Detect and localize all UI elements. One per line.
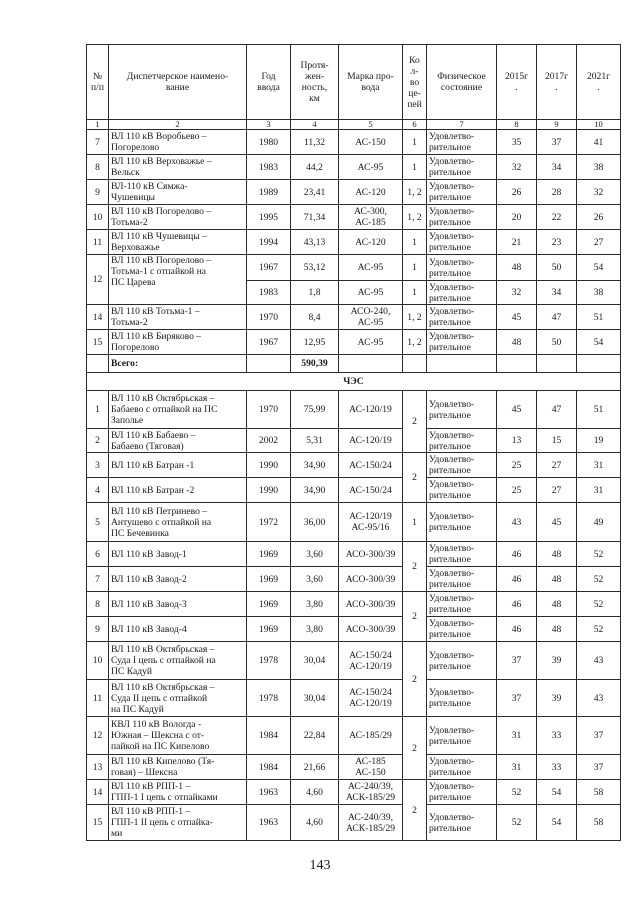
cell-circuits: 1, 2 <box>403 330 427 355</box>
cell-condition: Удовлетво- рительное <box>427 642 497 680</box>
cell-2017: 27 <box>537 478 577 503</box>
table-row <box>87 230 621 255</box>
cell-condition: Удовлетво- рительное <box>427 592 497 617</box>
cell-num: 6 <box>87 542 109 567</box>
cell-2021: 51 <box>577 305 621 330</box>
cell-name: ВЛ 110 кВ Бабаево – Бабаево (Тяговая) <box>109 429 247 453</box>
table-row <box>87 453 621 478</box>
cell-condition: Удовлетво- рительное <box>427 155 497 180</box>
colnum: 8 <box>497 120 537 130</box>
cell-length: 8,4 <box>291 305 339 330</box>
cell-wire: АС-120/19 <box>339 391 403 429</box>
table-row <box>87 180 621 205</box>
cell-year: 1967 <box>247 330 291 355</box>
cell-wire: АС-95 <box>339 281 403 305</box>
cell-condition: Удовлетво- рительное <box>427 281 497 305</box>
cell-2021: 37 <box>577 755 621 780</box>
cell-name: ВЛ 110 кВ Погорелово – Тотьма-1 с отпайкой на ПС Царева <box>109 255 247 305</box>
cell-2015: 52 <box>497 780 537 805</box>
cell-num: 12 <box>87 255 109 305</box>
cell-condition: Удовлетво- рительное <box>427 305 497 330</box>
cell-name: ВЛ 110 кВ Завод-3 <box>109 592 247 617</box>
cell-year: 1970 <box>247 391 291 429</box>
cell-circuits: 2 <box>403 717 427 780</box>
cell-circuits: 1 <box>403 130 427 155</box>
section-title: ЧЭС <box>87 373 621 391</box>
cell-length: 43,13 <box>291 230 339 255</box>
cell-length: 5,31 <box>291 429 339 453</box>
cell-circuits: 2 <box>403 453 427 503</box>
cell-length: 36,00 <box>291 503 339 542</box>
cell-circuits: 2 <box>403 391 427 453</box>
cell-name: ВЛ 110 кВ Воробьево – Погорелово <box>109 130 247 155</box>
cell-name: ВЛ 110 кВ Верховажье – Вельск <box>109 155 247 180</box>
cell-name: КВЛ 110 кВ Вологда - Южная – Шексна с от- пайкой на ПС Кипелово <box>109 717 247 755</box>
cell-name: ВЛ 110 кВ Тотьма-1 – Тотьма-2 <box>109 305 247 330</box>
cell-2021: 52 <box>577 592 621 617</box>
cell-condition: Удовлетво- рительное <box>427 680 497 717</box>
cell-condition: Удовлетво- рительное <box>427 542 497 567</box>
cell-2015: 31 <box>497 717 537 755</box>
cell-2015: 46 <box>497 567 537 592</box>
cell-2017: 45 <box>537 503 577 542</box>
colnum: 9 <box>537 120 577 130</box>
cell-2015: 25 <box>497 478 537 503</box>
cell-num: 13 <box>87 755 109 780</box>
cell-name: ВЛ 110 кВ Чушевицы – Верховажье <box>109 230 247 255</box>
header-num: № п/п <box>87 45 109 120</box>
cell-length: 3,80 <box>291 617 339 642</box>
cell-num: 14 <box>87 305 109 330</box>
cell-2021: 51 <box>577 391 621 429</box>
total-label: Всего: <box>109 355 247 373</box>
table-row <box>87 542 621 567</box>
cell-num: 3 <box>87 453 109 478</box>
cell-2015: 37 <box>497 680 537 717</box>
cell-length: 71,34 <box>291 205 339 230</box>
cell-length: 11,32 <box>291 130 339 155</box>
cell-condition: Удовлетво- рительное <box>427 453 497 478</box>
cell-name: ВЛ 110 кВ РПП-1 – ГПП-1 I цепь с отпайками <box>109 780 247 805</box>
cell-length: 23,41 <box>291 180 339 205</box>
cell-year: 1984 <box>247 755 291 780</box>
cell-circuits: 2 <box>403 542 427 592</box>
cell-wire: АС-95 <box>339 330 403 355</box>
cell-name: ВЛ 110 кВ Батран -1 <box>109 453 247 478</box>
cell-year: 1978 <box>247 642 291 680</box>
cell-num: 15 <box>87 330 109 355</box>
cell-condition: Удовлетво- рительное <box>427 617 497 642</box>
cell-circuits: 1 <box>403 230 427 255</box>
cell-name: ВЛ 110 кВ Октябрьская – Суда I цепь с отпайкой на ПС Кадуй <box>109 642 247 680</box>
cell-2015: 46 <box>497 592 537 617</box>
cell-num: 12 <box>87 717 109 755</box>
cell-name: ВЛ-110 кВ Сямжа- Чушевицы <box>109 180 247 205</box>
cell-num: 9 <box>87 617 109 642</box>
table-row <box>87 130 621 155</box>
cell-circuits: 1, 2 <box>403 180 427 205</box>
table-row <box>87 780 621 805</box>
header-year: Год ввода <box>247 45 291 120</box>
cell-2021: 54 <box>577 255 621 281</box>
cell-2021: 27 <box>577 230 621 255</box>
colnum: 5 <box>339 120 403 130</box>
cell-condition: Удовлетво- рительное <box>427 805 497 841</box>
cell-2021: 58 <box>577 805 621 841</box>
column-numbers-row <box>87 120 621 130</box>
cell-2017: 33 <box>537 717 577 755</box>
cell-2021: 41 <box>577 130 621 155</box>
cell-wire: АС-120/19 <box>339 429 403 453</box>
cell-condition: Удовлетво- рительное <box>427 478 497 503</box>
table-row <box>87 755 621 780</box>
cell-num: 9 <box>87 180 109 205</box>
cell-2017: 37 <box>537 130 577 155</box>
cell-length: 44,2 <box>291 155 339 180</box>
cell-2021: 38 <box>577 281 621 305</box>
cell-wire: АС-150 <box>339 130 403 155</box>
cell-2021: 54 <box>577 330 621 355</box>
cell-2015: 20 <box>497 205 537 230</box>
cell-wire: АС-150/24 АС-120/19 <box>339 642 403 680</box>
cell-year: 1969 <box>247 542 291 567</box>
cell-wire: АСО-300/39 <box>339 542 403 567</box>
cell-wire: АС-300, АС-185 <box>339 205 403 230</box>
header-row <box>87 45 621 120</box>
cell-year: 1969 <box>247 617 291 642</box>
cell-year: 1995 <box>247 205 291 230</box>
cell-circuits: 1, 2 <box>403 205 427 230</box>
cell-wire: АСО-300/39 <box>339 567 403 592</box>
cell-2021: 37 <box>577 717 621 755</box>
cell-wire: АС-120 <box>339 230 403 255</box>
cell-name: ВЛ 110 кВ Завод-4 <box>109 617 247 642</box>
cell-wire: АС-240/39, АСК-185/29 <box>339 780 403 805</box>
cell-length: 12,95 <box>291 330 339 355</box>
cell-2017: 22 <box>537 205 577 230</box>
colnum: 7 <box>427 120 497 130</box>
table-row <box>87 155 621 180</box>
table-row <box>87 330 621 355</box>
cell-2015: 43 <box>497 503 537 542</box>
table-row <box>87 391 621 429</box>
cell-2015: 26 <box>497 180 537 205</box>
cell-length: 4,60 <box>291 780 339 805</box>
cell-wire: АСО-300/39 <box>339 617 403 642</box>
cell-length: 22,84 <box>291 717 339 755</box>
cell-condition: Удовлетво- рительное <box>427 717 497 755</box>
cell-name: ВЛ 110 кВ РПП-1 – ГПП-1 II цепь с отпайка- ми <box>109 805 247 841</box>
cell-year: 1963 <box>247 805 291 841</box>
cell-wire: АС-150/24 АС-120/19 <box>339 680 403 717</box>
cell-2021: 31 <box>577 478 621 503</box>
cell-num: 10 <box>87 642 109 680</box>
cell-2021: 43 <box>577 680 621 717</box>
cell-2021: 26 <box>577 205 621 230</box>
table-row <box>87 567 621 592</box>
cell-2017: 34 <box>537 155 577 180</box>
cell-2015: 45 <box>497 391 537 429</box>
cell-length: 30,04 <box>291 642 339 680</box>
cell-2017: 47 <box>537 391 577 429</box>
table-row <box>87 592 621 617</box>
cell-num: 4 <box>87 478 109 503</box>
cell-2015: 45 <box>497 305 537 330</box>
cell-year: 1969 <box>247 592 291 617</box>
cell-condition: Удовлетво- рительное <box>427 230 497 255</box>
cell-length: 3,60 <box>291 542 339 567</box>
cell-circuits: 1 <box>403 503 427 542</box>
cell-2021: 58 <box>577 780 621 805</box>
cell-year: 1963 <box>247 780 291 805</box>
cell-name: ВЛ 110 кВ Батран -2 <box>109 478 247 503</box>
cell-2015: 32 <box>497 281 537 305</box>
header-2017: 2017г . <box>537 45 577 120</box>
cell-wire: АС-95 <box>339 155 403 180</box>
cell-num: 10 <box>87 205 109 230</box>
cell-length: 34,90 <box>291 453 339 478</box>
cell-2017: 50 <box>537 330 577 355</box>
cell-length: 30,04 <box>291 680 339 717</box>
colnum: 1 <box>87 120 109 130</box>
cell-condition: Удовлетво- рительное <box>427 755 497 780</box>
cell-name: ВЛ 110 кВ Погорелово – Тотьма-2 <box>109 205 247 230</box>
cell-2017: 27 <box>537 453 577 478</box>
header-name: Диспетчерское наимено- вание <box>109 45 247 120</box>
cell-condition: Удовлетво- рительное <box>427 780 497 805</box>
cell-2017: 28 <box>537 180 577 205</box>
cell-year: 1983 <box>247 281 291 305</box>
header-2015: 2015г . <box>497 45 537 120</box>
cell-condition: Удовлетво- рительное <box>427 130 497 155</box>
cell-wire: АС-120/19 АС-95/16 <box>339 503 403 542</box>
colnum: 10 <box>577 120 621 130</box>
cell-2017: 50 <box>537 255 577 281</box>
cell-2017: 54 <box>537 780 577 805</box>
cell-condition: Удовлетво- рительное <box>427 255 497 281</box>
cell-num: 7 <box>87 130 109 155</box>
cell-2015: 48 <box>497 255 537 281</box>
cell-num: 7 <box>87 567 109 592</box>
cell-num: 8 <box>87 592 109 617</box>
cell-year: 1983 <box>247 155 291 180</box>
cell-2021: 52 <box>577 567 621 592</box>
cell-condition: Удовлетво- рительное <box>427 567 497 592</box>
cell-2015: 25 <box>497 453 537 478</box>
cell-2017: 39 <box>537 642 577 680</box>
cell-num: 5 <box>87 503 109 542</box>
cell-2017: 48 <box>537 542 577 567</box>
cell-year: 1984 <box>247 717 291 755</box>
cell-2017: 48 <box>537 592 577 617</box>
cell-2021: 52 <box>577 542 621 567</box>
cell-2017: 48 <box>537 567 577 592</box>
cell-2015: 48 <box>497 330 537 355</box>
cell-wire: АС-95 <box>339 255 403 281</box>
total-value: 590,39 <box>291 355 339 373</box>
cell-year: 1994 <box>247 230 291 255</box>
colnum: 2 <box>109 120 247 130</box>
cell-2017: 33 <box>537 755 577 780</box>
cell-2017: 34 <box>537 281 577 305</box>
cell-2017: 54 <box>537 805 577 841</box>
cell-2021: 43 <box>577 642 621 680</box>
cell-name: ВЛ 110 кВ Октябрьская – Бабаево с отпайкой на ПС Заполье <box>109 391 247 429</box>
cell-2017: 23 <box>537 230 577 255</box>
cell-wire: АС-185 АС-150 <box>339 755 403 780</box>
cell-circuits: 1, 2 <box>403 305 427 330</box>
table-row <box>87 805 621 841</box>
colnum: 3 <box>247 120 291 130</box>
power-lines-table <box>86 44 621 841</box>
cell-condition: Удовлетво- рительное <box>427 429 497 453</box>
cell-2015: 32 <box>497 155 537 180</box>
cell-year: 1969 <box>247 567 291 592</box>
cell-num: 1 <box>87 391 109 429</box>
cell-2017: 39 <box>537 680 577 717</box>
cell-circuits: 2 <box>403 780 427 841</box>
cell-name: ВЛ 110 кВ Биряково – Погорелово <box>109 330 247 355</box>
header-wire: Марка про- вода <box>339 45 403 120</box>
cell-num: 11 <box>87 680 109 717</box>
cell-num: 2 <box>87 429 109 453</box>
header-circuits: Ко л- во це- пей <box>403 45 427 120</box>
cell-name: ВЛ 110 кВ Завод-2 <box>109 567 247 592</box>
table-row <box>87 305 621 330</box>
cell-2021: 32 <box>577 180 621 205</box>
cell-circuits: 2 <box>403 592 427 642</box>
cell-wire: АС-150/24 <box>339 453 403 478</box>
cell-2015: 46 <box>497 542 537 567</box>
cell-wire: АС-120 <box>339 180 403 205</box>
cell-length: 34,90 <box>291 478 339 503</box>
cell-2017: 48 <box>537 617 577 642</box>
cell-wire: АС-185/29 <box>339 717 403 755</box>
cell-2021: 31 <box>577 453 621 478</box>
cell-2021: 19 <box>577 429 621 453</box>
cell-name: ВЛ 110 кВ Завод-1 <box>109 542 247 567</box>
table-row <box>87 429 621 453</box>
page-number: 143 <box>309 858 331 873</box>
cell-circuits: 1 <box>403 155 427 180</box>
table-row <box>87 717 621 755</box>
cell-name: ВЛ 110 кВ Петринево – Антушево с отпайкой на ПС Бечевинка <box>109 503 247 542</box>
cell-wire: АСО-300/39 <box>339 592 403 617</box>
cell-2015: 46 <box>497 617 537 642</box>
cell-name: ВЛ 110 кВ Кипелово (Тя- говая) – Шексна <box>109 755 247 780</box>
cell-2021: 38 <box>577 155 621 180</box>
cell-year: 2002 <box>247 429 291 453</box>
cell-length: 3,80 <box>291 592 339 617</box>
cell-wire: АС-150/24 <box>339 478 403 503</box>
table-row <box>87 255 621 281</box>
cell-length: 1,8 <box>291 281 339 305</box>
cell-2017: 47 <box>537 305 577 330</box>
header-2021: 2021г . <box>577 45 621 120</box>
cell-year: 1990 <box>247 478 291 503</box>
cell-2021: 49 <box>577 503 621 542</box>
cell-length: 53,12 <box>291 255 339 281</box>
cell-2015: 52 <box>497 805 537 841</box>
cell-num: 8 <box>87 155 109 180</box>
cell-length: 21,66 <box>291 755 339 780</box>
cell-year: 1967 <box>247 255 291 281</box>
cell-year: 1989 <box>247 180 291 205</box>
cell-2015: 13 <box>497 429 537 453</box>
cell-num: 14 <box>87 780 109 805</box>
cell-circuits: 1 <box>403 281 427 305</box>
table-row <box>87 503 621 542</box>
table-row <box>87 642 621 680</box>
cell-year: 1970 <box>247 305 291 330</box>
cell-num: 15 <box>87 805 109 841</box>
table-row <box>87 478 621 503</box>
cell-condition: Удовлетво- рительное <box>427 330 497 355</box>
cell-length: 4,60 <box>291 805 339 841</box>
cell-2021: 52 <box>577 617 621 642</box>
cell-year: 1972 <box>247 503 291 542</box>
colnum: 6 <box>403 120 427 130</box>
cell-2015: 35 <box>497 130 537 155</box>
header-condition: Физическое состояние <box>427 45 497 120</box>
header-length: Протя- жен- ность, км <box>291 45 339 120</box>
table-row <box>87 617 621 642</box>
cell-2015: 37 <box>497 642 537 680</box>
cell-circuits: 1 <box>403 255 427 281</box>
cell-2015: 21 <box>497 230 537 255</box>
cell-length: 3,60 <box>291 567 339 592</box>
cell-year: 1980 <box>247 130 291 155</box>
cell-year: 1978 <box>247 680 291 717</box>
cell-wire: АС-240/39, АСК-185/29 <box>339 805 403 841</box>
cell-length: 75,99 <box>291 391 339 429</box>
cell-num: 11 <box>87 230 109 255</box>
cell-condition: Удовлетво- рительное <box>427 180 497 205</box>
cell-2015: 31 <box>497 755 537 780</box>
table-row <box>87 205 621 230</box>
section-row <box>87 373 621 391</box>
cell-2017: 15 <box>537 429 577 453</box>
cell-condition: Удовлетво- рительное <box>427 205 497 230</box>
cell-condition: Удовлетво- рительное <box>427 503 497 542</box>
cell-name: ВЛ 110 кВ Октябрьская – Суда II цепь с отпайкой на ПС Кадуй <box>109 680 247 717</box>
cell-circuits: 2 <box>403 642 427 717</box>
cell-condition: Удовлетво- рительное <box>427 391 497 429</box>
colnum: 4 <box>291 120 339 130</box>
cell-wire: АСО-240, АС-95 <box>339 305 403 330</box>
total-row <box>87 355 621 373</box>
cell-year: 1990 <box>247 453 291 478</box>
table-row <box>87 680 621 717</box>
